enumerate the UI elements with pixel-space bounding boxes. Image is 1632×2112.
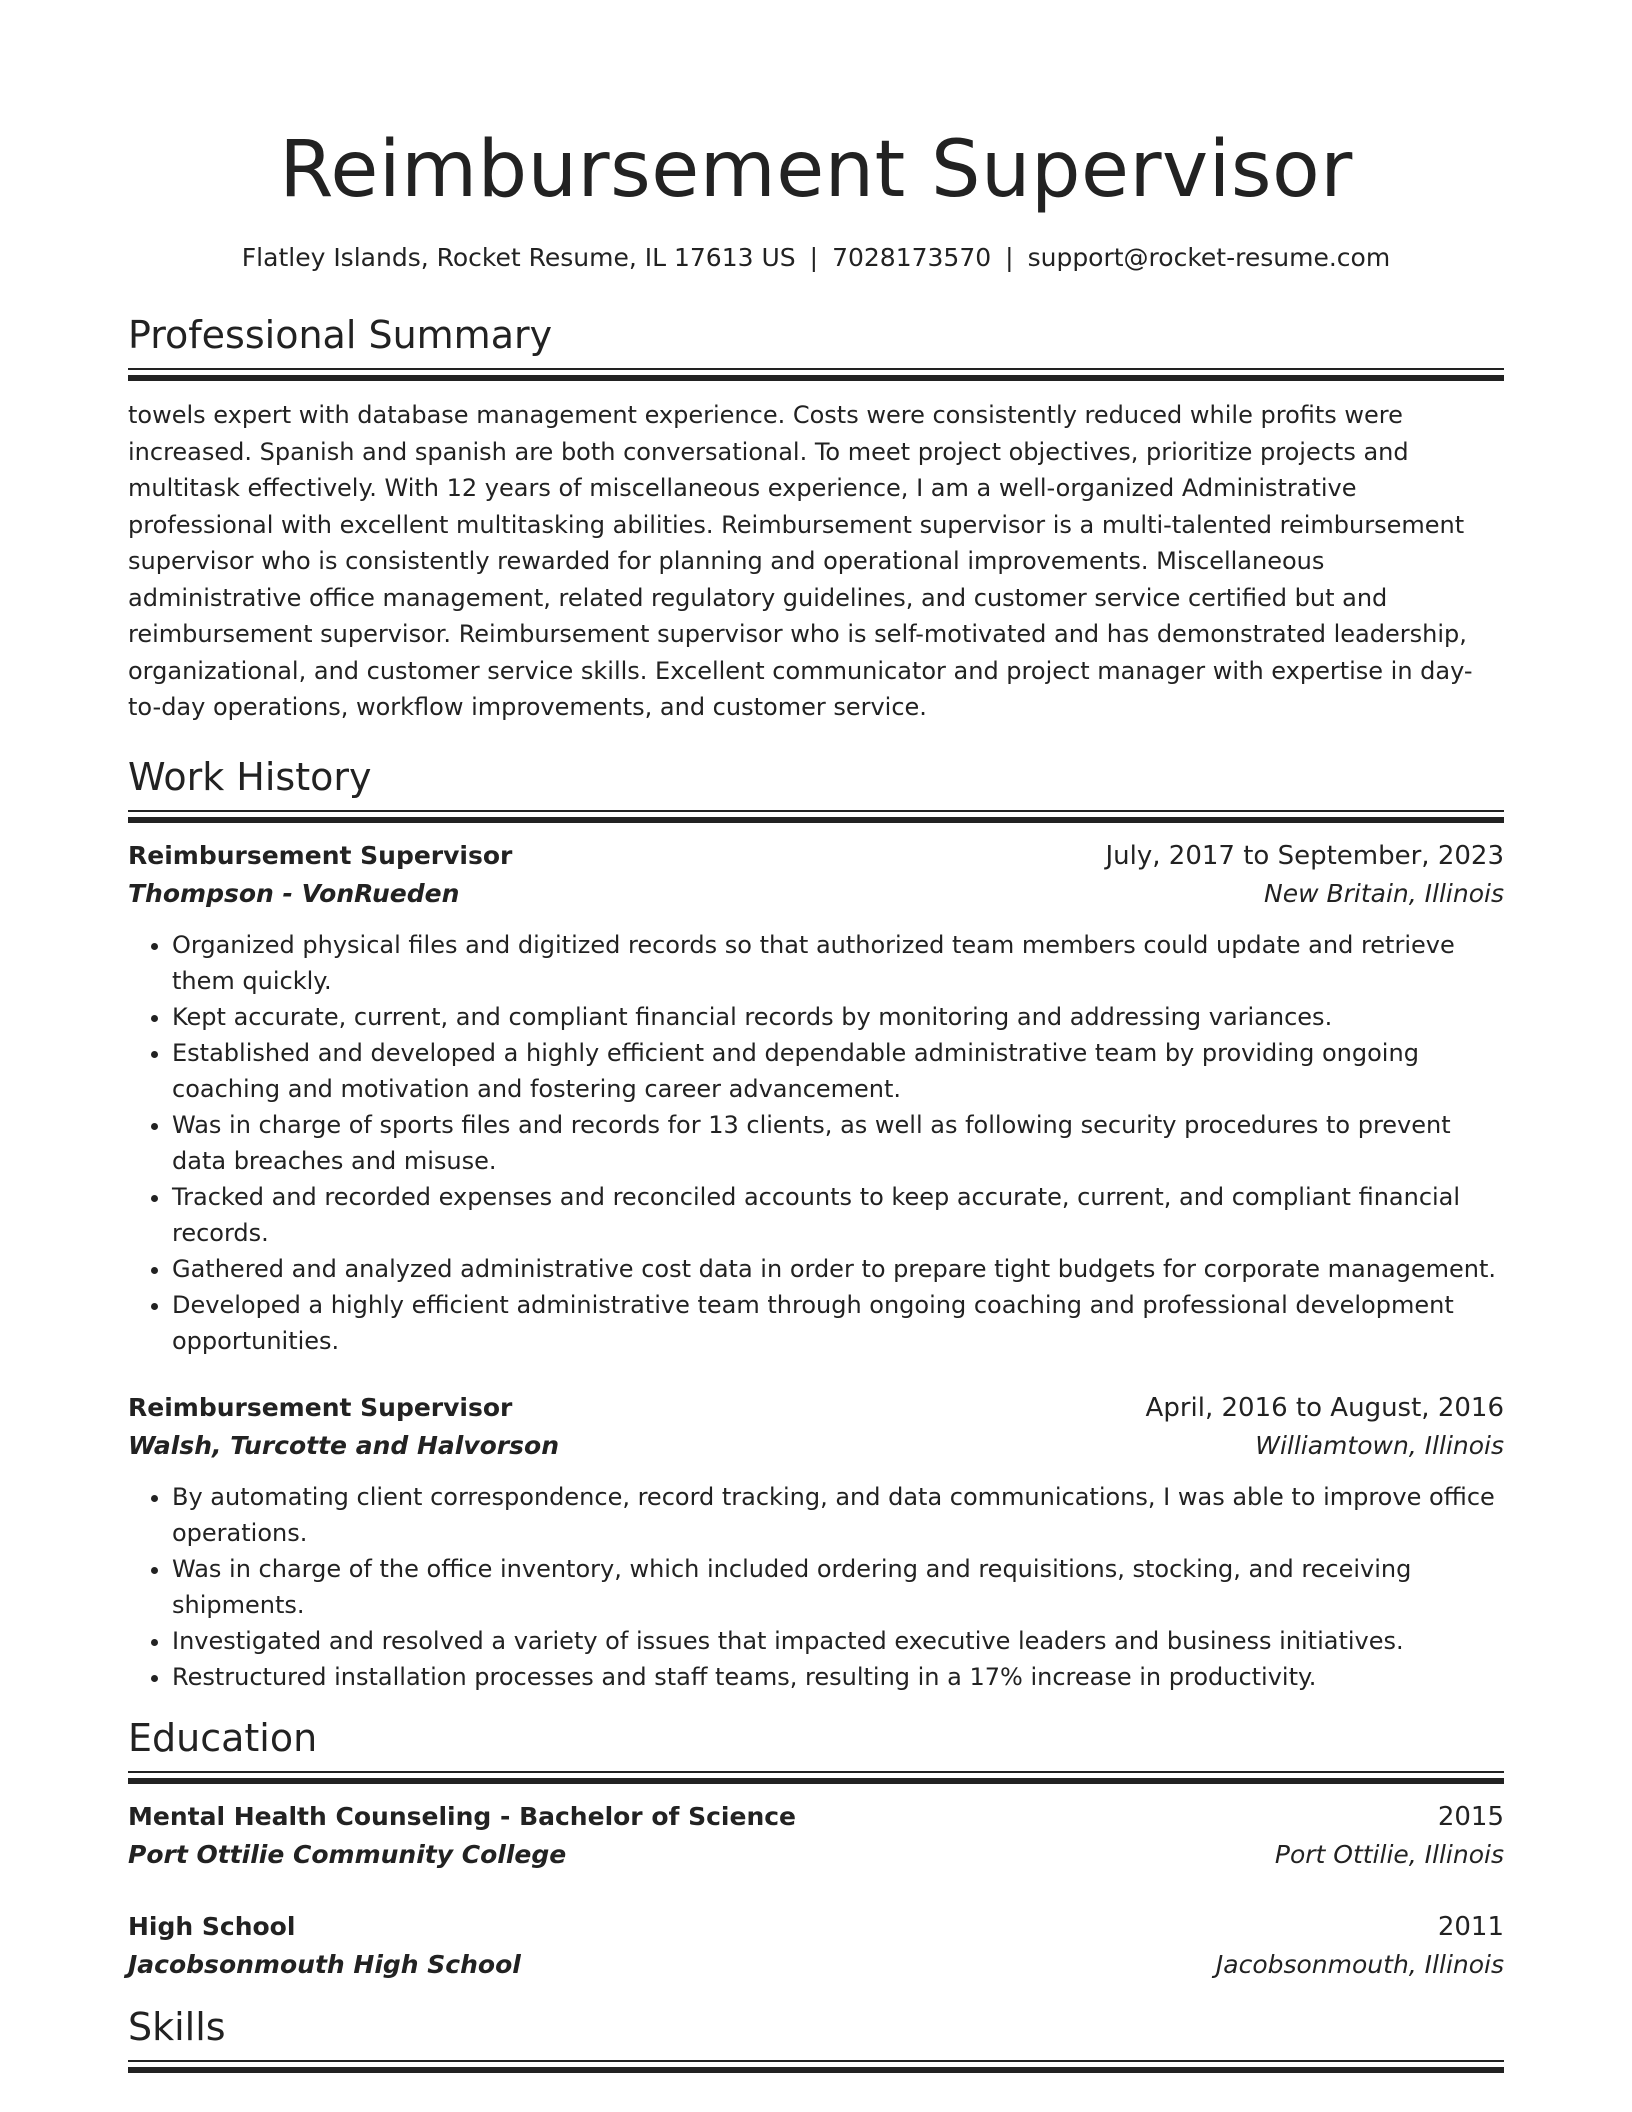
education-heading: Education — [128, 1715, 318, 1760]
section-divider-thick — [128, 375, 1504, 381]
job-bullet: • Was in charge of sports files and records for 13 clients, as well as following security procedures to prevent data breaches and misuse. — [172, 1107, 1504, 1179]
school-location: Port Ottilie, Illinois — [1274, 1839, 1504, 1869]
job-entry — [128, 1389, 1504, 1695]
school-location: Jacobsonmouth, Illinois — [1215, 1949, 1504, 1979]
work-history-section — [128, 754, 1504, 1695]
contact-phone: 7028173570 — [832, 243, 992, 272]
section-divider — [128, 368, 1504, 370]
resume-page — [128, 0, 1504, 2073]
job-dates: April, 2016 to August, 2016 — [1145, 1392, 1504, 1423]
education-entry — [128, 1908, 1504, 1984]
job-title: Reimbursement Supervisor — [128, 1392, 513, 1422]
education-entry — [128, 1798, 1504, 1874]
graduation-year: 2015 — [1437, 1801, 1504, 1832]
section-divider — [128, 2060, 1504, 2062]
school-name: Jacobsonmouth High School — [128, 1949, 521, 1979]
job-bullet: • Gathered and analyzed administrative cost data in order to prepare tight budgets for corporate management. — [172, 1251, 1504, 1287]
job-bullet: • Tracked and recorded expenses and reconciled accounts to keep accurate, current, and compliant financial records. — [172, 1179, 1504, 1251]
job-bullet: • Developed a highly efficient administrative team through ongoing coaching and professional development opportunities. — [172, 1287, 1504, 1359]
job-bullet: • By automating client correspondence, record tracking, and data communications, I was able to improve office operations. — [172, 1479, 1504, 1551]
job-bullet: • Established and developed a highly efficient and dependable administrative team by providing ongoing coaching and motivation and fostering career advancement. — [172, 1035, 1504, 1107]
summary-text: towels expert with database management experience. Costs were consistently reduced while profits were increased. Spanish and spanish are both conversational. To meet project objectives, prioritize projects and multitask effectively. With 12 years of miscellaneous experience, I am a well-organized Administrative professional with excellent multitasking abilities. Reimbursement supervisor is a multi-talented reimbursement supervisor who is consistently rewarded for planning and operational improvements. Miscellaneous administrative office management, related regulatory guidelines, and customer service certified but and reimbursement supervisor. Reimbursement supervisor who is self-motivated and has demonstrated leadership, organizational, and customer service skills. Excellent communicator and project manager with expertise in day-to-day operations, workflow improvements, and customer service. — [128, 401, 1473, 721]
job-bullets — [128, 927, 1504, 1359]
job-bullet: • Kept accurate, current, and compliant financial records by monitoring and addressing variances. — [172, 999, 1504, 1035]
job-dates: July, 2017 to September, 2023 — [1105, 840, 1504, 871]
section-divider — [128, 810, 1504, 812]
job-bullet: • Organized physical files and digitized records so that authorized team members could update and retrieve them quickly. — [172, 927, 1504, 999]
summary-heading: Professional Summary — [128, 313, 553, 357]
job-bullet: • Investigated and resolved a variety of issues that impacted executive leaders and business initiatives. — [172, 1623, 1504, 1659]
candidate-name: Reimbursement Supervisor — [279, 125, 1353, 215]
company-name: Walsh, Turcotte and Halvorson — [128, 1430, 559, 1460]
section-divider-thick — [128, 817, 1504, 823]
degree-name: High School — [128, 1911, 296, 1941]
education-section — [128, 1715, 1504, 1984]
job-location: New Britain, Illinois — [1264, 878, 1504, 908]
section-divider-thick — [128, 1778, 1504, 1784]
section-divider — [128, 1771, 1504, 1773]
contact-email[interactable]: support@rocket-resume.com — [1027, 243, 1391, 272]
graduation-year: 2011 — [1437, 1911, 1504, 1942]
job-bullet: • Restructured installation processes and staff teams, resulting in a 17% increase in productivity. — [172, 1659, 1504, 1695]
skills-heading: Skills — [128, 2004, 226, 2049]
contact-line — [128, 242, 1504, 274]
section-divider-thick — [128, 2067, 1504, 2073]
contact-address: Flatley Islands, Rocket Resume, IL 17613 US — [241, 243, 796, 272]
company-name: Thompson - VonRueden — [128, 878, 460, 908]
school-name: Port Ottilie Community College — [128, 1839, 567, 1869]
contact-separator: | — [1005, 243, 1014, 272]
job-title: Reimbursement Supervisor — [128, 840, 513, 870]
summary-section — [128, 312, 1504, 726]
degree-name: Mental Health Counseling - Bachelor of Science — [128, 1801, 797, 1831]
job-bullets — [128, 1479, 1504, 1695]
job-entry — [128, 837, 1504, 1359]
work-history-heading: Work History — [128, 754, 372, 799]
job-location: Williamtown, Illinois — [1255, 1430, 1504, 1460]
skills-section — [128, 2004, 1504, 2073]
contact-separator: | — [809, 243, 819, 272]
job-bullet: • Was in charge of the office inventory, which included ordering and requisitions, stocking, and receiving shipments. — [172, 1551, 1504, 1623]
